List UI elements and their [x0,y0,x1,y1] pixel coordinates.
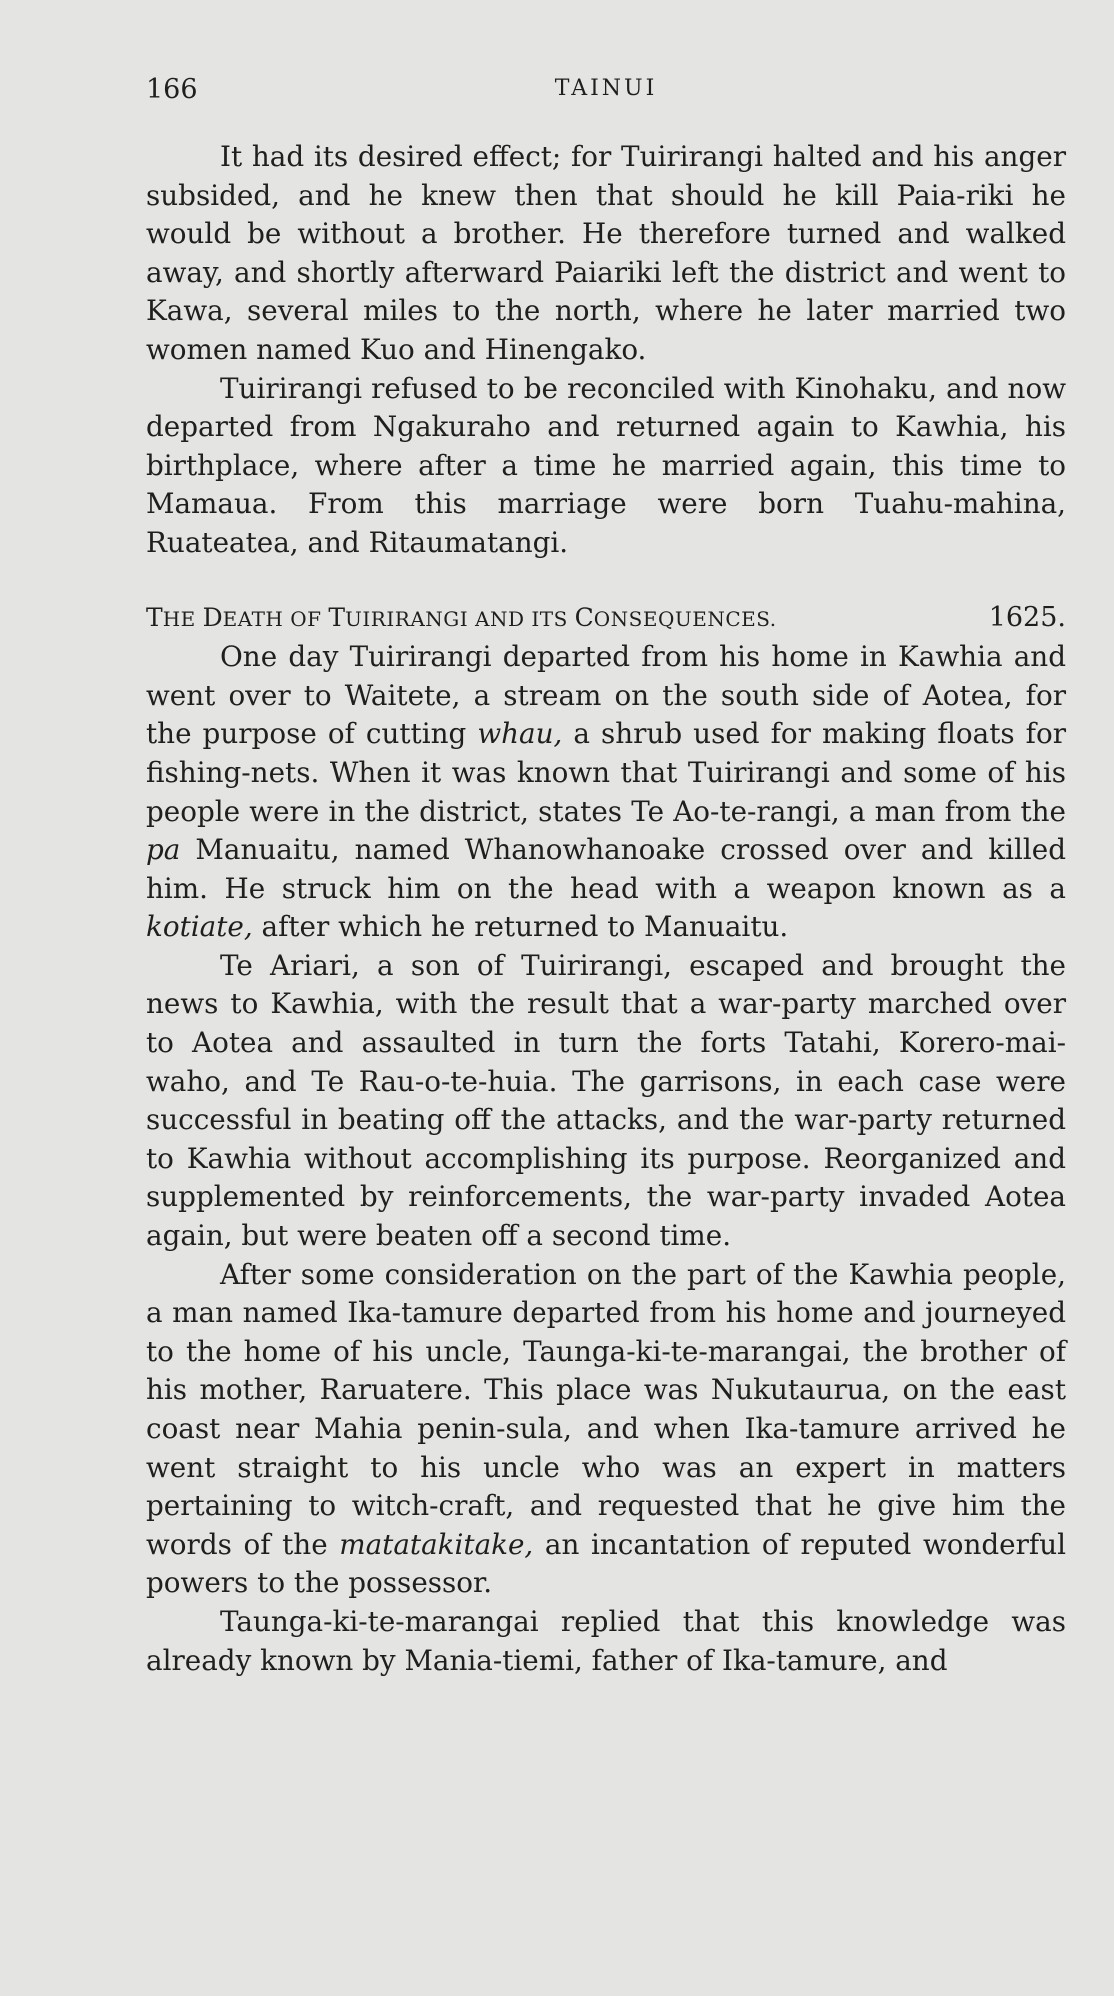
paragraph [146,947,1066,1256]
text-run: It had its desired effect; for Tuirirangi halted and his anger subsided, and he knew then that should he kill Paia-riki he would be without a brother. He therefore turned and walked away, and shortly afterward Paiariki left the district and went to Kawa, several miles to the north, where he later married two women named Kuo and Hinengako. [146,140,1066,366]
text-run: after which he returned to Manuaitu. [252,910,789,944]
text-run: After some consideration on the part of the Kawhia people, a man named Ika-tamure departed from his home and journeyed to the home of his uncle, Taunga-ki-te-marangai, the brother of his mother, Raruatere. This place was Nukutaurua, on the east coast near Mahia penin-sula, and when Ika-tamure arrived he went straight to his uncle who was an expert in matters pertaining to witch-craft, and requested that he give him the words of the [146,1257,1066,1561]
paragraph [146,638,1066,947]
page-number: 166 [146,74,198,105]
text-run: One day Tuirirangi departed from his home in Kawhia and went over to Waitete, a stream on the south side of Aotea, for the purpose of cutting [146,640,1066,751]
section-heading [146,599,1066,639]
section-heading-year: 1625. [988,601,1066,633]
italic-term: matatakitake, [339,1527,534,1561]
paragraph [146,1256,1066,1603]
paragraph [146,370,1066,563]
intro-paragraphs [146,138,1066,563]
text-run: an incantation of reputed wonderful powers to the possessor. [146,1527,1066,1600]
running-head [146,70,1066,110]
heading-text-run: D [202,602,223,632]
heading-text-run: HE [162,606,203,631]
heading-text-run: C [574,602,594,632]
text-run: Tuirirangi refused to be reconciled with Kinohaku, and now departed from Ngakuraho and returned again to Kawhia, his birthplace, where after a time he married again, this time to Mamaua. From this marriage were born Tuahu-mahina, Ruateatea, and Ritaumatangi. [146,371,1066,559]
section-heading-title [146,599,777,639]
body-text [146,138,1066,1680]
heading-text-run: UIRIRANGI AND ITS [345,606,575,631]
paragraph [146,138,1066,370]
italic-term: whau, [477,717,563,751]
text-run: Taunga-ki-te-marangai replied that this knowledge was already known by Mania-tiemi, father of Ika-tamure, and [146,1604,1066,1677]
paragraph [146,1603,1066,1680]
italic-term: kotiate, [146,910,253,944]
heading-text-run: T [146,602,163,632]
heading-text-run: T [328,602,346,632]
text-run: Manuaitu, named Whanowhanoake crossed over and killed him. He struck him on the head with a weapon known as a [146,833,1066,905]
italic-term: pa [146,833,181,867]
text-run: Te Ariari, a son of Tuirirangi, escaped and brought the news to Kawhia, with the result that a war-party marched over to Aotea and assaulted in turn the forts Tatahi, Korero-mai-waho, and Te Rau-o-te-huia. The garrisons, in each case were successful in beating off the attacks, and the war-party returned to Kawhia without accomplishing its purpose. Reorganized and supplemented by reinforcements, the war-party invaded Aotea again, but were beaten off a second time. [146,948,1066,1253]
heading-text-run: EATH OF [222,606,329,631]
section-paragraphs [146,638,1066,1680]
running-title: TAINUI [554,76,658,101]
text-run: a shrub used for making floats for fishing-nets. When it was known that Tuirirangi and some of his people were in the district, states Te Ao-te-rangi, a man from the [146,717,1066,828]
book-page [146,70,1066,1680]
heading-text-run: ONSEQUENCES. [593,606,777,631]
